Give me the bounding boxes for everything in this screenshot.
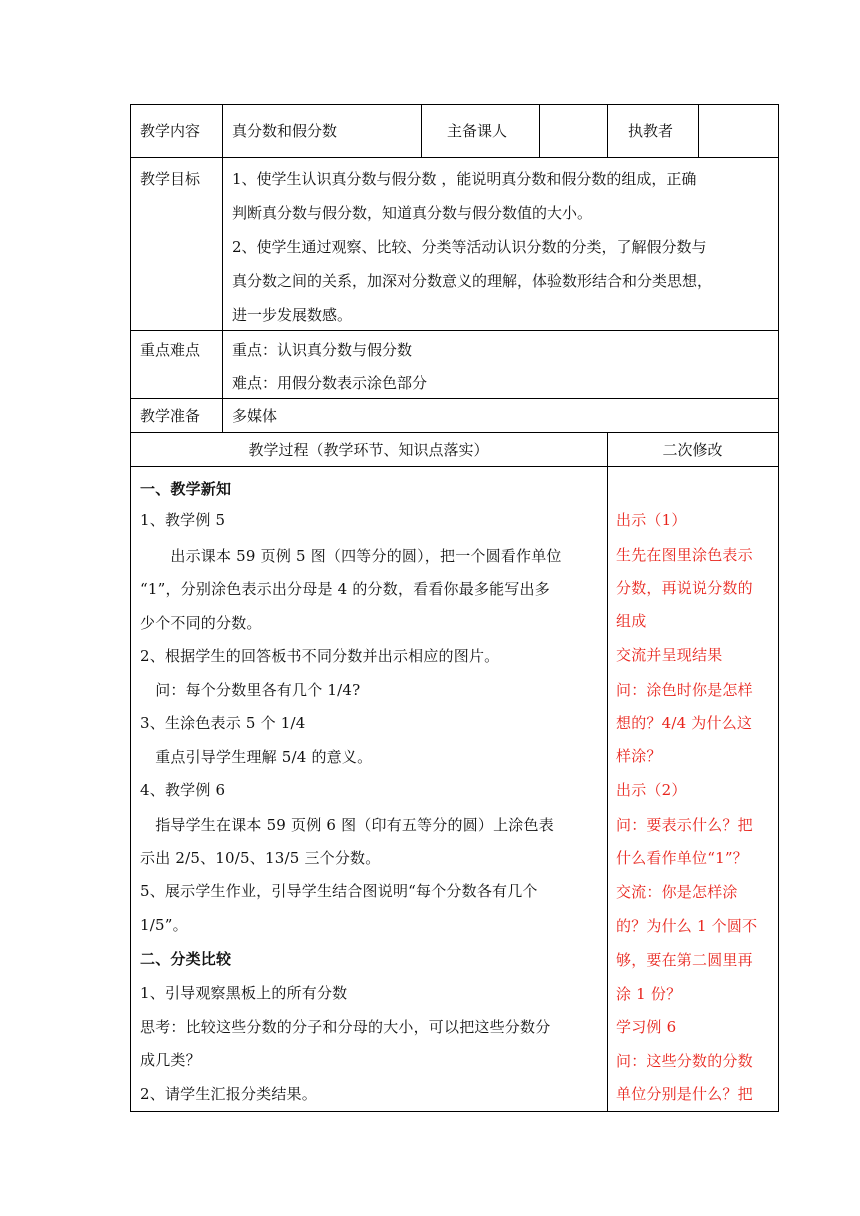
goals-line: 真分数之间的关系，加深对分数意义的理解，体验数形结合和分类思想， xyxy=(232,272,713,290)
revision-note: 出示（2） xyxy=(616,781,687,799)
process-line: 出示课本 59 页例 5 图（四等分的圆），把一个圆看作单位 xyxy=(140,547,562,565)
table-border xyxy=(778,104,779,1112)
table-border xyxy=(539,104,540,158)
revision-note: 问：要表示什么？把 xyxy=(616,816,753,834)
process-line: 问：每个分数里各有几个 1/4? xyxy=(140,681,361,699)
goals-line: 2、使学生通过观察、比较、分类等活动认识分数的分类，了解假分数与 xyxy=(232,238,707,256)
table-border xyxy=(421,104,422,158)
table-border xyxy=(607,432,608,1112)
revision-note: 样涂？ xyxy=(616,747,662,765)
table-border xyxy=(130,330,779,331)
table-border xyxy=(222,104,223,433)
process-line: 指导学生在课本 59 页例 6 图（印有五等分的圆）上涂色表 xyxy=(140,816,554,834)
process-header-left: 教学过程（教学环节、知识点落实） xyxy=(248,441,489,459)
process-line: 2、根据学生的回答板书不同分数并出示相应的图片。 xyxy=(140,647,500,665)
goals-label: 教学目标 xyxy=(140,170,201,188)
table-border xyxy=(130,157,779,158)
process-line: “1”，分别涂色表示出分母是 4 的分数，看看你最多能写出多 xyxy=(140,580,550,598)
table-border xyxy=(698,104,699,158)
difficulty-point: 难点：用假分数表示涂色部分 xyxy=(232,374,428,392)
section-heading: 二、分类比较 xyxy=(140,950,232,968)
process-line: 1、教学例 5 xyxy=(140,511,226,529)
revision-note: 想的？4/4 为什么这 xyxy=(616,714,753,732)
process-line: 3、生涂色表示 5 个 1/4 xyxy=(140,714,306,732)
process-line: 思考：比较这些分数的分子和分母的大小，可以把这些分数分 xyxy=(140,1018,551,1036)
revision-note: 问：这些分数的分数 xyxy=(616,1052,753,1070)
process-header-right: 二次修改 xyxy=(662,441,723,459)
preparer-label: 主备课人 xyxy=(447,122,508,140)
process-line: 成几类？ xyxy=(140,1051,201,1069)
table-border xyxy=(130,432,779,433)
revision-note: 单位分别是什么？把 xyxy=(616,1085,753,1103)
goals-line: 1、使学生认识真分数与假分数 ，能说明真分数和假分数的组成，正确 xyxy=(232,170,697,188)
preparation-label: 教学准备 xyxy=(140,407,201,425)
revision-note: 学习例 6 xyxy=(616,1018,677,1036)
goals-line: 判断真分数与假分数，知道真分数与假分数值的大小。 xyxy=(232,204,593,222)
process-line: 1/5”。 xyxy=(140,916,188,934)
revision-note: 分数，再说说分数的 xyxy=(616,579,753,597)
process-line: 少个不同的分数。 xyxy=(140,614,262,632)
revision-note: 交流：你是怎样涂 xyxy=(616,883,738,901)
table-border xyxy=(130,398,779,399)
table-border xyxy=(130,1111,779,1112)
revision-note: 出示（1） xyxy=(616,511,687,529)
teacher-label: 执教者 xyxy=(628,122,674,140)
process-line: 示出 2/5、10/5、13/5 三个分数。 xyxy=(140,849,381,867)
process-line: 重点引导学生理解 5/4 的意义。 xyxy=(140,748,373,766)
revision-note: 交流并呈现结果 xyxy=(616,646,723,664)
key-point: 重点：认识真分数与假分数 xyxy=(232,341,413,359)
revision-note: 组成 xyxy=(616,612,647,630)
table-border xyxy=(130,466,779,467)
goals-line: 进一步发展数感。 xyxy=(232,306,353,324)
content-label: 教学内容 xyxy=(140,122,201,140)
revision-note: 什么看作单位“1”？ xyxy=(616,849,748,867)
process-line: 4、教学例 6 xyxy=(140,781,226,799)
process-line: 1、引导观察黑板上的所有分数 xyxy=(140,984,348,1002)
process-line: 5、展示学生作业，引导学生结合图说明“每个分数各有几个 xyxy=(140,882,538,900)
revision-note: 涂 1 份？ xyxy=(616,985,682,1003)
section-heading: 一、教学新知 xyxy=(140,480,232,498)
table-border xyxy=(607,104,608,158)
revision-note: 问：涂色时你是怎样 xyxy=(616,681,753,699)
revision-note: 的？为什么 1 个圆不 xyxy=(616,917,758,935)
revision-note: 生先在图里涂色表示 xyxy=(616,546,753,564)
preparation-value: 多媒体 xyxy=(232,407,278,425)
table-border xyxy=(130,104,131,1112)
revision-note: 够，要在第二圆里再 xyxy=(616,951,753,969)
key-points-label: 重点难点 xyxy=(140,341,201,359)
content-value: 真分数和假分数 xyxy=(232,122,338,140)
table-border xyxy=(130,104,779,105)
process-line: 2、请学生汇报分类结果。 xyxy=(140,1085,317,1103)
